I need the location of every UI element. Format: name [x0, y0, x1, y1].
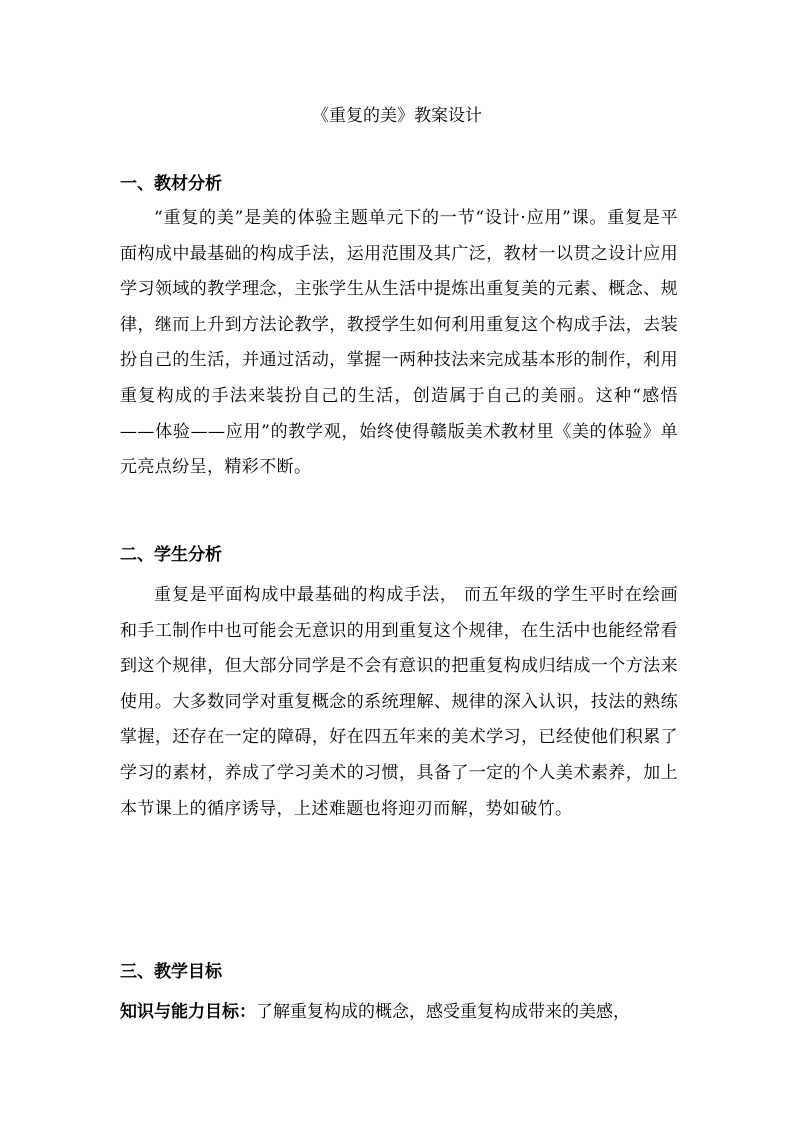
- section-paragraph-textbook-analysis: “重复的美”是美的体验主题单元下的一节“设计·应用”课。重复是平面构成中最基础的构成手法，运用范围及其广泛，教材一以贯之设计应用学习领域的教学理念，主张学生从生活中提炼出重复美的元素、概念、规律，继而上升到方法论教学，教授学生如何利用重复这个构成手法，去装扮自己的生活，并通过活动，掌握一两种技法来完成基本形的制作，利用重复构成的手法来装扮自己的生活，创造属于自己的美丽。这种“感悟——体验——应用”的教学观，始终使得赣版美术教材里《美的体验》单元亮点纷呈，精彩不断。: [120, 208, 678, 478]
- document-title: 《重复的美》教案设计: [312, 106, 482, 126]
- objective-text: 了解重复构成的概念，感受重复构成带来的美感，: [256, 1002, 630, 1022]
- objective-label: 知识与能力目标：: [120, 1002, 256, 1022]
- section-paragraph-student-analysis: 重复是平面构成中最基础的构成手法， 而五年级的学生平时在绘画和手工制作中也可能会无意识的用到重复这个规律，在生活中也能经常看到这个规律，但大部分同学是不会有意识的把重复构成归结成一个方法来使用。大多数同学对重复概念的系统理解、规律的深入认识，技法的熟练掌握，还存在一定的障碍，好在四五年来的美术学习，已经使他们积累了学习的素材，养成了学习美术的习惯，具备了一定的个人美术素养，加上本节课上的循序诱导，上述难题也将迎刃而解，势如破竹。: [120, 585, 678, 819]
- section-heading-textbook-analysis: 一、教材分析: [120, 174, 222, 194]
- section-heading-teaching-objectives: 三、教学目标: [120, 962, 222, 982]
- section-heading-student-analysis: 二、学生分析: [120, 545, 222, 565]
- objective-line: [120, 1000, 680, 1024]
